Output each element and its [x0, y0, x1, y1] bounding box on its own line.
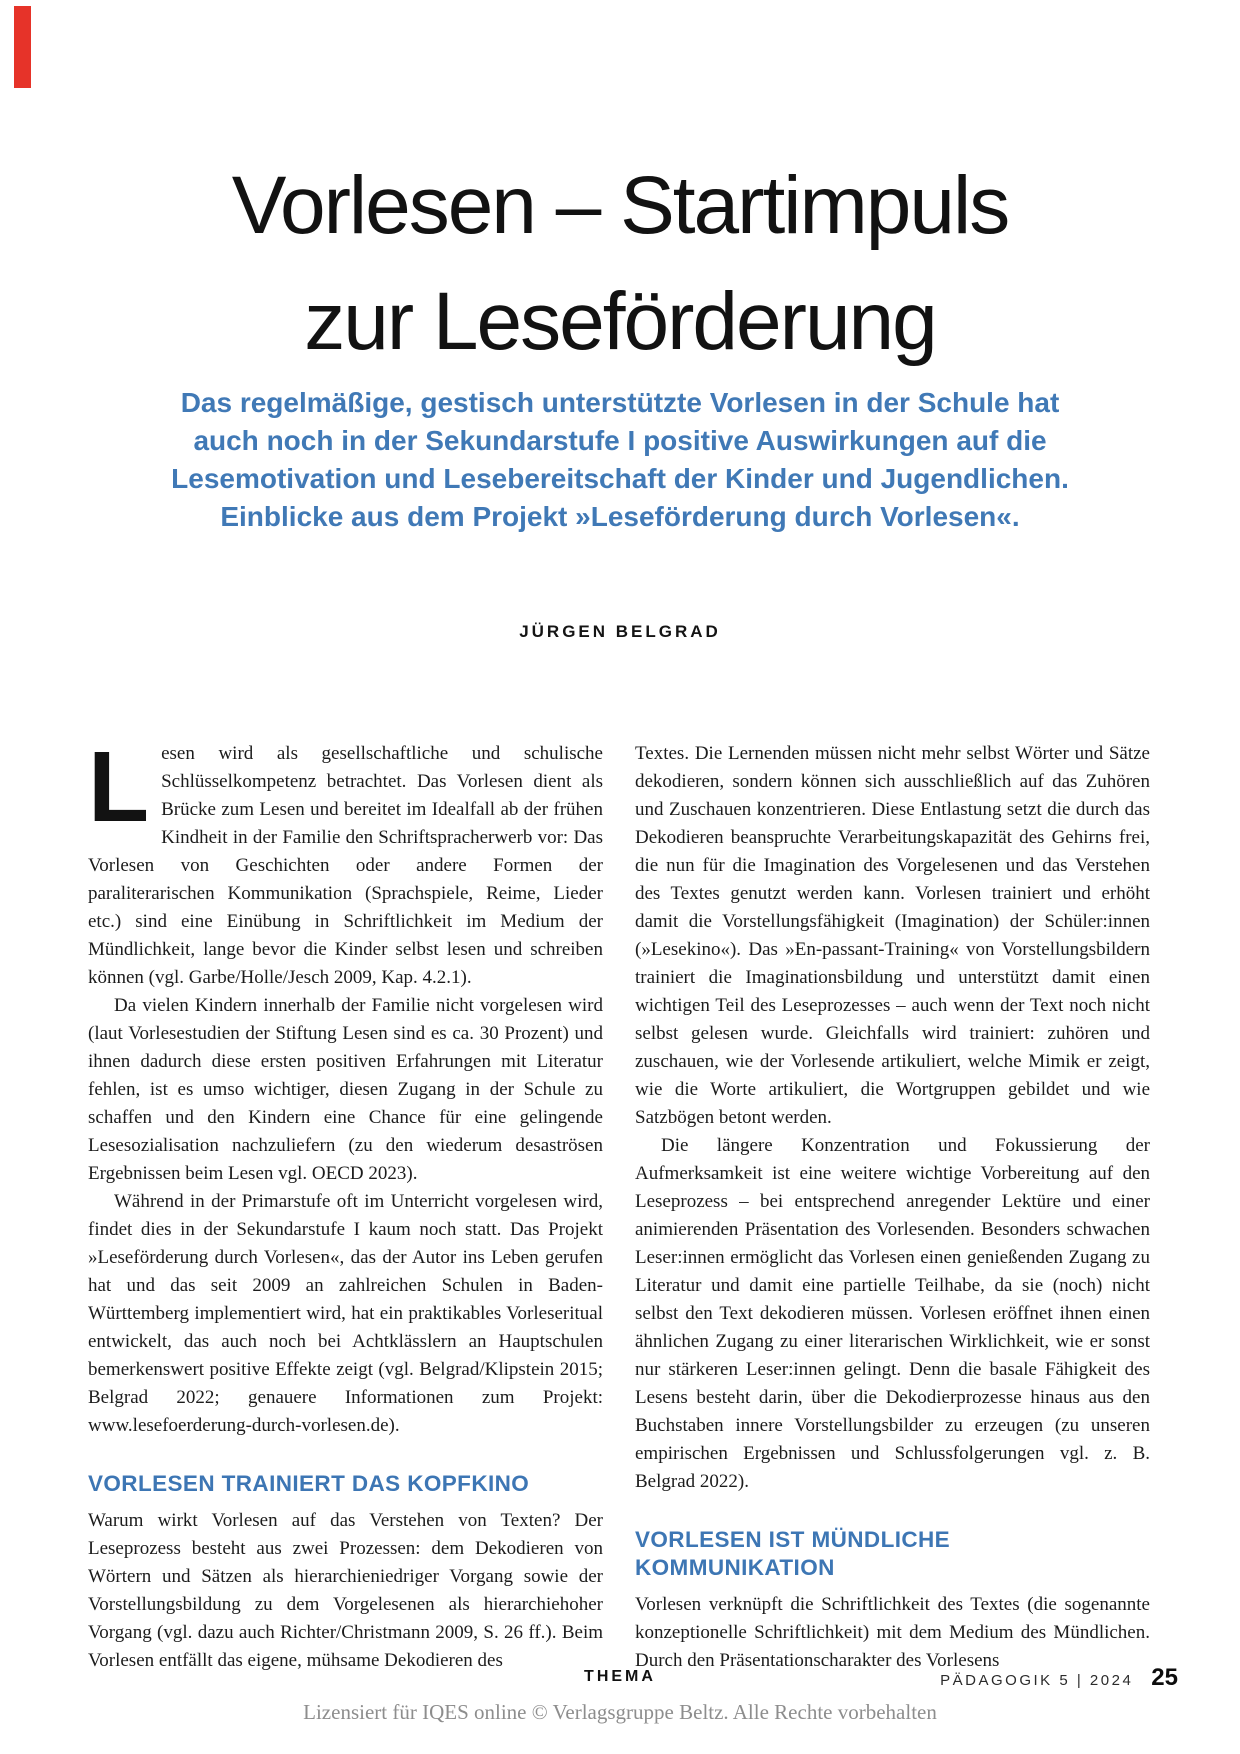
- footer-section-label: THEMA: [584, 1668, 656, 1685]
- left-column: [88, 731, 603, 1675]
- paragraph: Textes. Die Lernenden müssen nicht mehr selbst Wörter und Sätze dekodieren, sondern können sich ausschließlich auf das Zuhören und Zuschauen konzentrieren. Diese Entlastung setzt die durch das Dekodieren beanspruchte Verarbeitungskapazität des Gehirns frei, die nun für die Imagination des Vorgelesenen und das Verstehen des Textes genutzt werden kann. Vorlesen trainiert und erhöht damit die Vorstellungsfähigkeit (Imagination) der Schüler:innen (»Lesekino«). Das »En-passant-Training« von Vorstellungsbildern trainiert die Imaginationsbildung und unterstützt damit einen wichtigen Teil des Leseprozesses – auch wenn der Text noch nicht selbst gelesen wurde. Gleichfalls wird trainiert: zuhören und zuschauen, wie der Vorlesende artikuliert, welche Mimik er zeigt, wie die Worte artikuliert, die Wortgruppen gebildet und wie Satzbögen betont werden.: [635, 743, 1150, 1128]
- article-lead-line3: Lesemotivation und Lesebereitschaft der Kinder und Jugendlichen.: [171, 463, 1069, 494]
- right-column: [635, 740, 1150, 1675]
- page-number: 25: [1151, 1664, 1178, 1691]
- paragraph: Während in der Primarstufe oft im Unterricht vorgelesen wird, findet dies in der Sekundarstufe I kaum noch statt. Das Projekt »Leseförderung durch Vorlesen«, das der Autor ins Leben gerufen hat und das seit 2009 an zahlreichen Schulen in Baden-Württemberg implementiert wird, hat ein praktikables Vorleseritual entwickelt, das auch noch bei Achtklässlern an Hauptschulen bemerkenswert positive Effekte zeigt (vgl. Belgrad/Klipstein 2015; Belgrad 2022; genauere Informationen zum Projekt: www.lesefoerderung-durch-vorlesen.de).: [88, 1191, 603, 1436]
- section-heading-kommunikation: VORLESEN IST MÜNDLICHE KOMMUNIKATION: [635, 1527, 951, 1580]
- paragraph: Vorlesen verknüpft die Schriftlichkeit des Textes (die sogenannte konzeptionelle Schriftlichkeit) mit dem Medium des Mündlichen. Durch den Präsentationscharakter des Vorlesens: [635, 1594, 1150, 1671]
- license-line: Lizensiert für IQES online © Verlagsgruppe Beltz. Alle Rechte vorbehalten: [303, 1700, 937, 1724]
- article-title-line2: zur Leseförderung: [304, 276, 936, 367]
- section-color-tab: [14, 6, 31, 88]
- article-body: [88, 731, 1150, 1675]
- dropcap-letter: L: [88, 731, 150, 843]
- paragraph: Warum wirkt Vorlesen auf das Verstehen von Texten? Der Leseprozess besteht aus zwei Prozessen: dem Dekodieren von Wörtern und Sätzen als hierarchieniedriger Vorgang sowie der Vorstellungsbildung zu dem Vorgelesenen als hierarchiehoher Vorgang (vgl. dazu auch Richter/Christmann 2009, S. 26 ff.). Beim Vorlesen entfällt das eigene, mühsame Dekodieren des: [88, 1510, 603, 1671]
- article-title: [0, 148, 1240, 380]
- paragraph: Da vielen Kindern innerhalb der Familie nicht vorgelesen wird (laut Vorlesestudien der Stiftung Lesen sind es ca. 30 Prozent) und ihnen dadurch diese ersten positiven Erfahrungen mit Literatur fehlen, ist es umso wichtiger, diesen Zugang in der Schule zu schaffen und den Kindern eine Chance für eine gelingende Lesesozialisation nachzuliefern (zu den wiederum desaströsen Ergebnissen beim Lesen vgl. OECD 2023).: [88, 995, 603, 1184]
- article-title-line1: Vorlesen – Startimpuls: [231, 160, 1009, 251]
- paragraph-text: esen wird als gesellschaftliche und schulische Schlüsselkompetenz betrachtet. Das Vorlesen dient als Brücke zum Lesen und bereitet im Idealfall ab der frühen Kindheit in der Familie den Schriftspracherwerb vor: Das Vorlesen von Geschichten oder andere Formen der paraliterarischen Kommunikation (Sprachspiele, Reime, Lieder etc.) sind eine Einübung in Schriftlichkeit im Medium der Mündlichkeit, lange bevor die Kinder selbst lesen und schreiben können (vgl. Garbe/Holle/Jesch 2009, Kap. 4.2.1).: [88, 743, 603, 988]
- footer-meta: [940, 1664, 1178, 1692]
- author-name: JÜRGEN BELGRAD: [519, 622, 721, 641]
- paragraph: Die längere Konzentration und Fokussierung der Aufmerksamkeit ist eine weitere wichtige Vorbereitung auf den Leseprozess – bei entsprechend anregender Lektüre und einer animierenden Präsentation des Vorlesenden. Besonders schwachen Leser:innen ermöglicht das Vorlesen einen genießenden Zugang zu Literatur und damit eine partielle Teilhabe, da sie (noch) nicht selbst den Text dekodieren müssen. Vorlesen eröffnet ihnen einen ähnlichen Zugang zu einer literarischen Wirklichkeit, wie er sonst nur stärkeren Leser:innen gelingt. Denn die basale Fähigkeit des Lesens besteht darin, über die Dekodierprozesse hinaus aus den Buchstaben innere Vorstellungsbilder zu erzeugen (zu unseren empirischen Ergebnissen und Schlussfolgerungen vgl. z. B. Belgrad 2022).: [635, 1135, 1150, 1492]
- article-lead-line1: Das regelmäßige, gestisch unterstützte Vorlesen in der Schule hat: [180, 387, 1060, 418]
- article-lead: [0, 384, 1240, 536]
- paragraph: [88, 731, 603, 992]
- article-lead-line4: Einblicke aus dem Projekt »Leseförderung durch Vorlesen«.: [220, 501, 1020, 532]
- journal-issue-label: PÄDAGOGIK 5 | 2024: [940, 1672, 1134, 1689]
- article-lead-line2: auch noch in der Sekundarstufe I positive Auswirkungen auf die: [193, 425, 1047, 456]
- section-heading-kopfkino: VORLESEN TRAINIERT DAS KOPFKINO: [88, 1471, 530, 1496]
